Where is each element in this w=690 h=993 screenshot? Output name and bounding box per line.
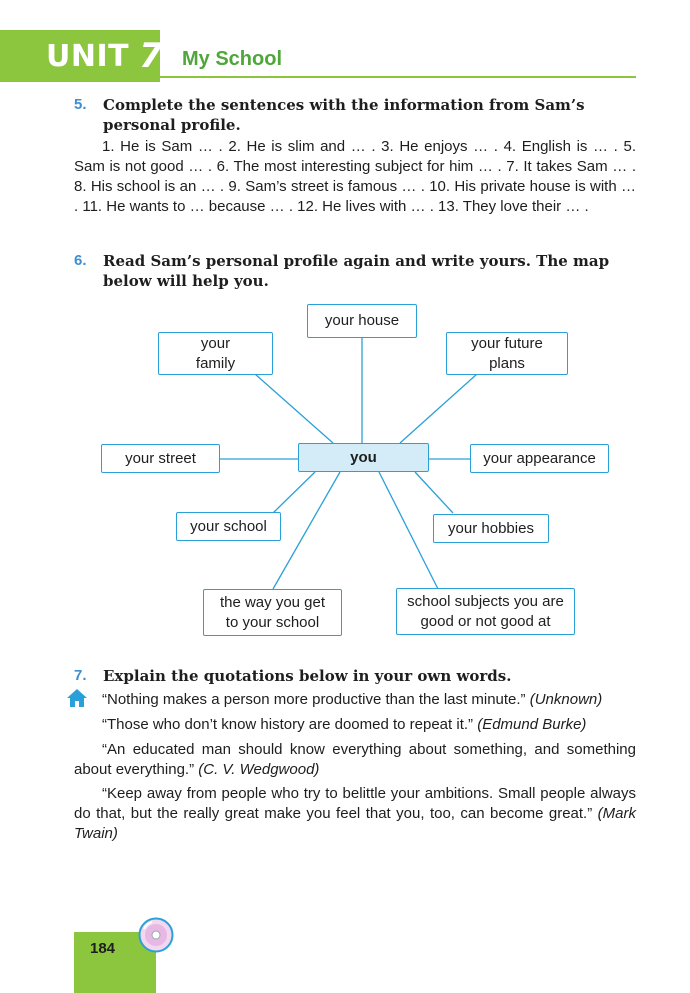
unit-word: UNIT (46, 38, 130, 74)
quote-2: “Those who don’t know history are doomed to repeat it.” (Edmund Burke) (102, 716, 587, 733)
node-appearance: your appearance (470, 444, 609, 473)
connector-subjects (379, 472, 438, 589)
unit-badge (0, 30, 163, 82)
unit-number: 7 (139, 36, 163, 76)
exercise-5-text: 1. He is Sam … . 2. He is slim and … . 3. He enjoys … . 4. English is … . 5. Sam is not good … . 6. The most interesting subject for him … . 7. It takes Sam … . 8. His school is an … . 9. Sam’s street is famous … . 10. His private house is with … . 11. He wants to … because … . 12. He lives with … . 13. They love their … . (74, 138, 636, 215)
exercise-6-heading: Read Sam’s personal profile again and write yours. The map below will help you. (103, 252, 610, 290)
mind-map (95, 298, 615, 643)
node-center-you: you (298, 443, 429, 472)
quote-4: “Keep away from people who try to belittle your ambitions. Small people always do that, but the really great make you feel that you, too, can become great.” (Mark Twain) (74, 785, 636, 842)
node-future-plans: your future plans (446, 332, 568, 375)
exercise-5-heading: Complete the sentences with the information from Sam’s personal profile. (103, 96, 585, 134)
node-family: your family (158, 332, 273, 375)
node-way-to-school: the way you get to your school (203, 589, 342, 636)
quote-3: “An educated man should know everything about something, and something about everything.” (C. V. Wedgwood) (74, 741, 636, 778)
exercise-7-number: 7. (74, 667, 87, 684)
header-rule (160, 76, 636, 78)
connector-way (273, 472, 340, 589)
cd-icon (138, 917, 174, 953)
exercise-7-heading: Explain the quotations below in your own words. (103, 667, 512, 685)
exercise-5-number: 5. (74, 96, 87, 113)
unit-title: My School (182, 48, 283, 70)
node-school-subjects: school subjects you are good or not good at (396, 588, 575, 635)
exercise-6-number: 6. (74, 252, 87, 269)
connector-school (273, 472, 315, 513)
connector-family (255, 374, 333, 443)
node-school: your school (176, 512, 281, 541)
connector-future (400, 374, 477, 443)
connector-hobbies (415, 472, 453, 513)
node-street: your street (101, 444, 220, 473)
quote-1: “Nothing makes a person more productive than the last minute.” (Unknown) (102, 691, 603, 708)
node-house: your house (307, 304, 417, 338)
page-number: 184 (90, 940, 116, 957)
node-hobbies: your hobbies (433, 514, 549, 543)
